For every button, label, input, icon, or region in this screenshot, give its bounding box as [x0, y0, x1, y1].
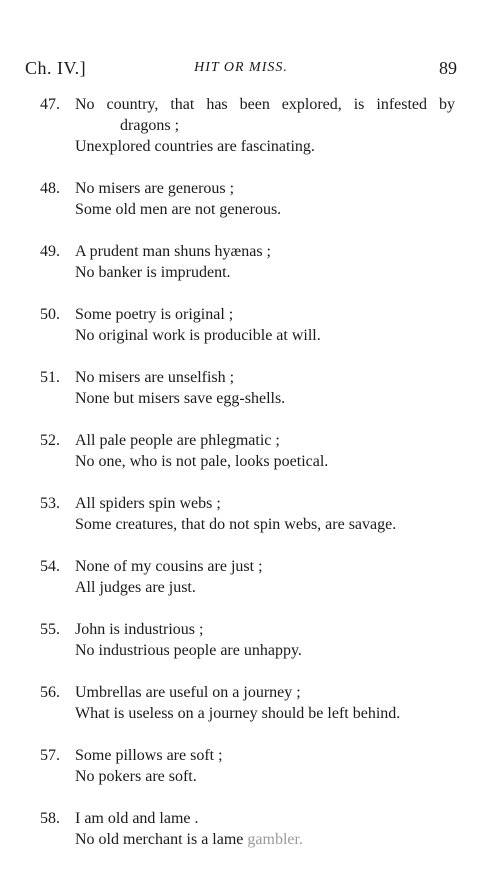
exercise-entry-48: [0, 178, 490, 241]
exercise-entry-51: [0, 367, 490, 430]
exercise-number: 57.: [40, 747, 60, 764]
premise-1: Some poetry is original ;: [75, 306, 234, 323]
exercise-entry-47: [0, 94, 490, 178]
word: that: [170, 96, 195, 113]
exercise-entry-52: [0, 430, 490, 493]
exercise-entry-58: [0, 808, 490, 871]
word: infested: [376, 96, 428, 113]
premise-1: No misers are unselfish ;: [75, 369, 235, 386]
page-header: [25, 58, 457, 82]
premise-1: [75, 94, 455, 115]
premise-1: All spiders spin webs ;: [75, 495, 221, 512]
exercise-entry-56: [0, 682, 490, 745]
exercise-number: 48.: [40, 180, 60, 197]
word: explored,: [281, 96, 342, 113]
running-title: HIT OR MISS.: [194, 60, 288, 75]
premise-1-continuation: dragons ;: [120, 117, 180, 134]
premise-1: Some pillows are soft ;: [75, 747, 223, 764]
premise-2: No original work is producible at will.: [75, 327, 321, 344]
premise-2: No pokers are soft.: [75, 768, 197, 785]
page-number: 89: [439, 58, 457, 78]
premise-1: All pale people are phlegmatic ;: [75, 432, 280, 449]
word: country,: [106, 96, 159, 113]
premise-2: Unexplored countries are fascinating.: [75, 138, 315, 155]
premise-2: All judges are just.: [75, 579, 196, 596]
exercise-number: 55.: [40, 621, 60, 638]
exercise-entry-55: [0, 619, 490, 682]
premise-2: No one, who is not pale, looks poetical.: [75, 453, 329, 470]
exercise-number: 58.: [40, 810, 60, 827]
exercise-entry-54: [0, 556, 490, 619]
exercise-number: 54.: [40, 558, 60, 575]
exercise-number: 50.: [40, 306, 60, 323]
premise-2: No banker is imprudent.: [75, 264, 231, 281]
exercise-number: 47.: [40, 96, 60, 113]
exercise-number: 56.: [40, 684, 60, 701]
exercise-entry-49: [0, 241, 490, 304]
chapter-label: Ch. IV.]: [25, 58, 87, 78]
premise-1: None of my cousins are just ;: [75, 558, 263, 575]
premise-2: No industrious people are unhappy.: [75, 642, 302, 659]
premise-2: What is useless on a journey should be left behind.: [75, 705, 401, 722]
premise-1: John is industrious ;: [75, 621, 204, 638]
premise-2: [75, 829, 303, 850]
word: has: [206, 96, 228, 113]
premise-1: Umbrellas are useful on a journey ;: [75, 684, 301, 701]
exercise-entry-53: [0, 493, 490, 556]
premise-1: No misers are generous ;: [75, 180, 235, 197]
word: been: [239, 96, 270, 113]
exercise-number: 51.: [40, 369, 60, 386]
word: by: [439, 96, 455, 113]
word: No: [75, 96, 95, 113]
exercise-number: 49.: [40, 243, 60, 260]
premise-1: A prudent man shuns hyænas ;: [75, 243, 271, 260]
premise-2-text: No old merchant is a lame: [75, 831, 244, 848]
exercise-list: [0, 94, 490, 871]
premise-2: Some creatures, that do not spin webs, are savage.: [75, 516, 397, 533]
premise-2: Some old men are not generous.: [75, 201, 282, 218]
exercise-number: 52.: [40, 432, 60, 449]
exercise-entry-50: [0, 304, 490, 367]
word: is: [353, 96, 365, 113]
exercise-entry-57: [0, 745, 490, 808]
premise-1: I am old and lame .: [75, 810, 199, 827]
premise-2-faded-text: gambler.: [247, 831, 303, 848]
exercise-number: 53.: [40, 495, 60, 512]
premise-2: None but misers save egg-shells.: [75, 390, 286, 407]
